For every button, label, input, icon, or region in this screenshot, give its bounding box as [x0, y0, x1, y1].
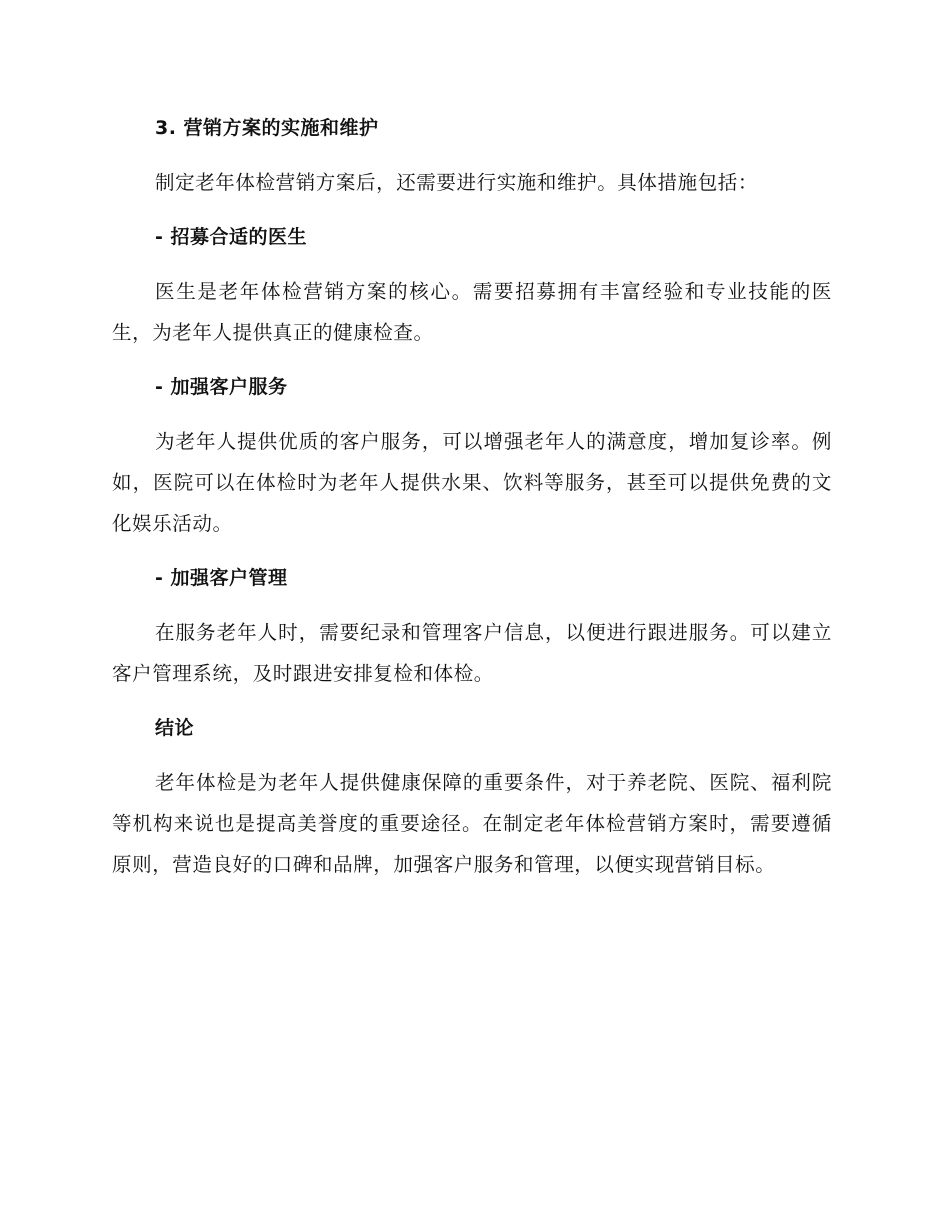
document-body: [112, 108, 832, 899]
recruit-doctors-text: 医生是老年体检营销方案的核心。需要招募拥有丰富经验和专业技能的医生，为老年人提供真正的健康检查。: [112, 280, 832, 344]
conclusion-heading: 结论: [155, 717, 195, 739]
conclusion-text: 老年体检是为老年人提供健康保障的重要条件，对于养老院、医院、福利院等机构来说也是提高美誉度的重要途径。在制定老年体检营销方案时，需要遵循原则，营造良好的口碑和品牌，加强客户服务和管理，以便实现营销目标。: [112, 771, 832, 876]
customer-management-heading: - 加强客户管理: [155, 567, 288, 589]
recruit-doctors-heading: - 招募合适的医生: [155, 226, 308, 248]
section-3-intro: 制定老年体检营销方案后，还需要进行实施和维护。具体措施包括：: [155, 171, 759, 194]
section-3-heading: 3. 营销方案的实施和维护: [155, 117, 379, 139]
customer-service-text: 为老年人提供优质的客户服务，可以增强老年人的满意度，增加复诊率。例如，医院可以在体检时为老年人提供水果、饮料等服务，甚至可以提供免费的文化娱乐活动。: [112, 430, 832, 535]
customer-management-text: 在服务老年人时，需要纪录和管理客户信息，以便进行跟进服务。可以建立客户管理系统，及时跟进安排复检和体检。: [112, 621, 832, 685]
customer-service-heading: - 加强客户服务: [155, 376, 288, 398]
